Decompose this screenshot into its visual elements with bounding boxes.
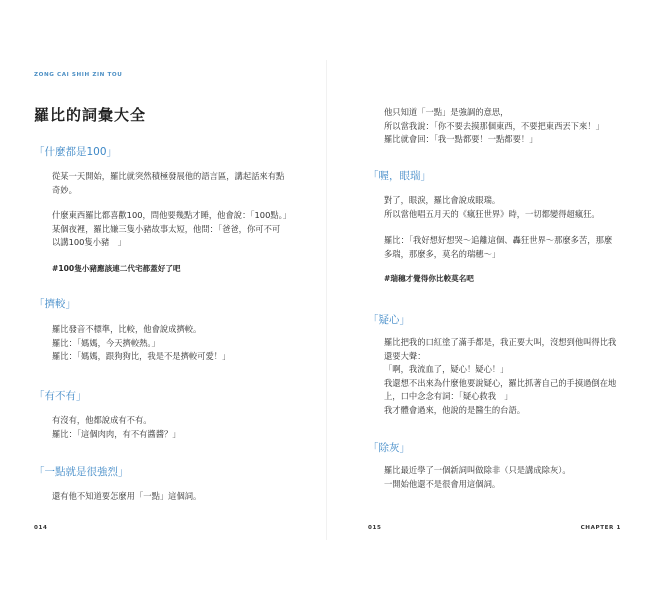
section-heading-text: 一點就是很強烈	[44, 466, 118, 478]
text-line: 所以當他唱五月天的《瘋狂世界》時，一切都變得超瘋狂。	[384, 208, 600, 219]
text-line: 羅比發音不標準，比較，他會說成擠較。	[52, 324, 202, 334]
text-line: 上，口中念念有詞：「疑心救我 」	[384, 391, 513, 402]
section-heading-jijiao: 「擠較」	[34, 298, 76, 310]
paragraph	[52, 490, 201, 504]
text-line: 羅比：「這個肉肉，有不有醬醬？」	[52, 428, 181, 439]
text-line: 有沒有，他都說成有不有。	[52, 415, 152, 425]
text-line: 「啊，我流血了，疑心！疑心！」	[384, 364, 509, 375]
text-line: 從某一天開始，羅比就突然積極發展他的語言區，講起話來有點	[52, 171, 285, 181]
page-number: 014	[34, 525, 48, 531]
text-line: 還有他不知道要怎麼用「一點」這個詞。	[52, 491, 202, 501]
text-line: 他只知道「一點」是強調的意思，	[384, 107, 509, 117]
paragraph	[52, 323, 230, 364]
page-title: 羅比的詞彙大全	[34, 106, 147, 124]
paragraph	[384, 234, 612, 261]
text-line: 我才體會過來，他說的是醫生的台語。	[384, 404, 526, 415]
section-heading-yixin: 「疑心」	[368, 314, 410, 326]
section-heading-text: 除灰	[378, 442, 400, 454]
chapter-label: CHAPTER 1	[580, 525, 621, 531]
hashtag-note: #100隻小豬應該連二代宅都蓋好了吧	[52, 264, 181, 273]
gutter-divider	[326, 60, 327, 540]
paragraph	[52, 414, 181, 441]
hashtag-note: #瑞穗才覺得你比較莫名吧	[384, 274, 474, 283]
text-line: 羅比就會回：「我一點都要！一點都要！」	[384, 134, 538, 145]
paragraph	[52, 209, 291, 250]
text-line: 我還想不出來為什麼他要說疑心，羅比抓著自己的手摸過倒在地	[384, 377, 617, 388]
text-line: 羅比：「我好想好想哭～追離這個、轟狂世界～那麼多苦，那麼	[384, 235, 613, 245]
section-heading-text: 擠較	[44, 298, 66, 310]
paragraph	[384, 464, 571, 491]
text-line: 對了，眼淚，羅比會說成眼瑞。	[384, 195, 501, 205]
right-page	[328, 0, 655, 609]
text-line: 以講100隻小豬 」	[52, 237, 126, 248]
paragraph	[52, 170, 284, 197]
paragraph	[384, 336, 616, 418]
text-line: 還要大聲：	[384, 350, 426, 361]
section-heading-chuhui: 「除灰」	[368, 442, 410, 454]
section-heading-text: 喔，眼瑞	[378, 170, 421, 182]
text-line: 什麼東西羅比都喜歡100，問他要幾點才睡，他會說：「100點。」	[52, 210, 292, 220]
page-number: 015	[368, 525, 382, 531]
text-line: 羅比：「媽媽，跟狗狗比，我是不是擠較可愛！」	[52, 351, 231, 362]
section-heading-yidian: 「一點就是很強烈」	[34, 466, 129, 478]
text-line: 所以當我說：「你不要去摸那個東西，不要把東西丟下來！」	[384, 120, 604, 131]
section-heading-yanrui: 「喔，眼瑞」	[368, 170, 431, 182]
section-heading-text: 有不有	[44, 390, 76, 402]
section-heading-text: 疑心	[378, 314, 400, 326]
paragraph	[384, 194, 600, 221]
text-line: 羅比：「媽媽，今天擠較熱。」	[52, 337, 160, 348]
text-line: 某個夜裡，羅比嫌三隻小豬故事太短，他問：「爸爸，你可不可	[52, 223, 281, 234]
text-line: 多瑞，那麼多，莫名的瑞穗～」	[384, 248, 501, 259]
text-line: 一開始他還不是很會用這個詞。	[384, 478, 501, 489]
section-heading-100: 「什麼都是100」	[34, 146, 118, 158]
text-line: 羅比最近學了一個新詞叫做除非（只是講成除灰）。	[384, 465, 571, 475]
text-line: 羅比把我的口紅塗了滿手都是，我正要大叫，沒想到他叫得比我	[384, 337, 617, 347]
section-heading-youbuyou: 「有不有」	[34, 390, 87, 402]
running-head: ZONG CAI SHIH ZIN TOU	[34, 72, 123, 78]
section-heading-text: 什麼都是100	[44, 146, 107, 158]
text-line: 奇妙。	[52, 184, 77, 195]
paragraph	[384, 106, 604, 147]
left-page	[0, 0, 327, 609]
